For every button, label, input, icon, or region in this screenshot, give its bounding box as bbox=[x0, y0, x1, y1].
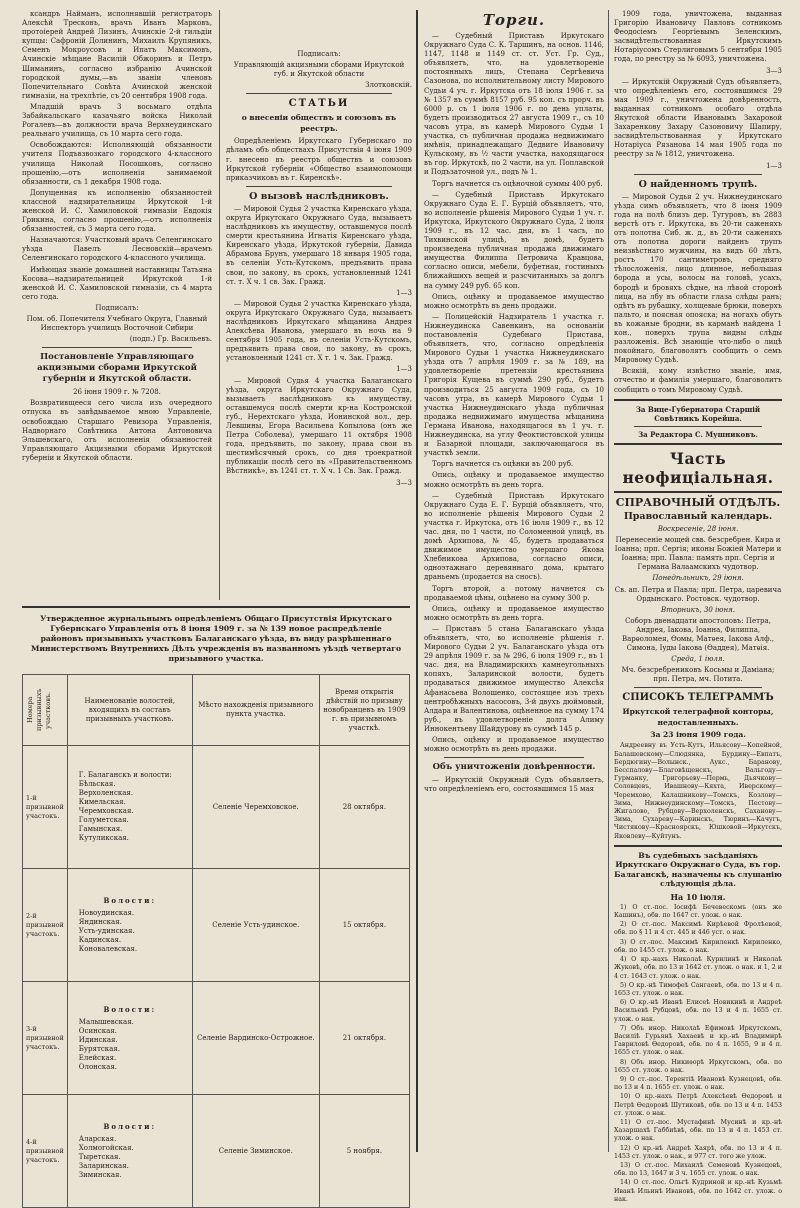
signature-label: Подписалъ: bbox=[95, 303, 139, 312]
paragraph: Торгъ второй, а потому начнется съ продаваемой цѣны, оцѣнено на сумму 300 р. bbox=[424, 584, 604, 602]
signature-title: Управляющій акцизными сборами Иркутской губ. и Якутской области bbox=[233, 61, 405, 79]
divider bbox=[246, 93, 392, 94]
volost-name: Коновалевская. bbox=[78, 945, 138, 953]
table-row bbox=[23, 869, 410, 982]
paragraph: — Судебный Приставъ Иркутскаго Окружнаго Суда С. К. Таршинъ, на основ. 1146, 1147, 1148 и 1149 ст. ст. Уст. Гр. Суд., объявляетъ, что, на удовлетвореніе постоянныхъ лицъ, Степана Сергѣевича Сазонова, по исполнительному листу Мирового Судьи 4 уч. г. Иркутска отъ 18 іюля 1906 г. за № 1357 въ суммѣ 8157 руб. 95 коп. съ прорч. въ 6000 р. съ 1 іюля 1906 г. по день уплаты, будетъ производиться 27 августа 1909 г., съ 10 часовъ утра, въ камерѣ Мирового Судьи 1 участка, съ публичная продажа недвижимаго имѣнія, принадлежащаго Дедвиге Ивановичу Кульскому, въ ½ части участка, находящагося въ гор. Иркутскѣ, по 2 части, на ул. Поплавской и Подъзаточной ул., подъ № 1. bbox=[424, 32, 604, 177]
table-row bbox=[23, 1095, 410, 1208]
divider bbox=[634, 687, 762, 688]
section-heading: О вызовѣ наслѣдниковъ. bbox=[249, 190, 389, 202]
volost-group-label: Волости: bbox=[103, 896, 157, 905]
cell-time: 15 октября. bbox=[319, 869, 409, 982]
table-row bbox=[23, 746, 410, 869]
court-case: 13) О ст.-пос. Михаилѣ Семеновѣ Кузнецовѣ, обв. по 13, 1647 и 3 ч. 1655 ст. улож. о нак. bbox=[614, 1161, 782, 1178]
calendar-entry: Соборъ двенадцати апостоловъ: Петра, Андрея, Іакова, Іоанна, Филиппа, Варѳоломея, Ѳомы, Матѳея, Іакова Алф., Симона, Іуды Іакова (Ѳаддея), Матѳія. bbox=[621, 616, 775, 653]
court-case: 6) О кр.-нѣ Иванѣ Елисеѣ Новикинѣ и Андреѣ Васильевѣ Рубцовѣ, обв. по 13 и 4 п. 1655 ст. улож. о нак. bbox=[614, 999, 782, 1023]
cell-place: Селеніе Усть-удинское. bbox=[192, 869, 319, 982]
volost-name: Малышевская. bbox=[78, 1017, 134, 1026]
cell-volosts bbox=[67, 869, 192, 982]
paragraph: Опись, оцѣнку и продаваемое имущество можно осмотрѣть въ день торга. bbox=[424, 604, 604, 622]
paragraph: Младшій врачъ 3 восьмаго отдѣла Забайкальскаго казачьяго войска Николай Рогалевъ—въ должности врача Верхнеудинскаго реальнаго училища, съ 10 марта сего года. bbox=[22, 102, 212, 139]
paragraph: Опись, оцѣнку и продаваемое имущество можно осмотрѣть въ день торга. bbox=[424, 471, 604, 489]
column-4 bbox=[614, 10, 782, 1205]
paragraph: Торгъ начнется съ оцѣнки въ 200 руб. bbox=[432, 460, 574, 469]
court-case: 9) О ст.-пос. Терентіѣ Ивановѣ Кузнецовѣ, обв. по 13 и 4 п. 1655 ст. улож. о нак. bbox=[614, 1075, 782, 1092]
divider bbox=[614, 399, 782, 401]
paragraph: — Иркутскій Окружный Судъ объявляетъ, что опредѣленіемъ его, состоявшимся 15 мая bbox=[424, 776, 604, 794]
signature-name: Злотковскій. bbox=[365, 81, 412, 90]
volost-name: Аларская. bbox=[78, 1135, 117, 1143]
header-vol: Наименованіе волостей, входящихъ въ составъ призывныхъ участковъ. bbox=[67, 675, 192, 746]
court-case: 8) Объ инор. Никиѳорѣ Иркутскомъ, обв. по 1655 ст. улож. о нак. bbox=[614, 1058, 782, 1074]
table-header bbox=[23, 675, 68, 746]
column-divider bbox=[608, 10, 609, 1152]
paragraph: — Иркутскій Окружный Судъ объявляетъ, что опредѣленіемъ его, состоявшимся 29 мая 1909 г., уничтожена довѣренность, выданная сотникомъ особаго отдѣла Якутской области Ивановымъ Захаровой Захаренкову Захару Сазоновичу Шапиру, засвидѣтельствованная у Иркутскаго Нотаріуса Рязанова 14 мая 1905 года по реестру за № 1812, уничтожена. bbox=[614, 77, 782, 159]
paragraph: ксандръ Найманъ, исполнявшій регистраторъ Алексѣй Тресковъ, врачъ Иванъ Марковъ, протоіерей Андрей Лизинъ, Ачинскіе 2-й гильдіи купцы: Сафроній Долининъ, Михаилъ Крупяникъ, Семенъ Мокроусовъ и Ипатъ Максимовъ, Ачинскіе мѣщане Василій Обжоринъ и Петръ Шиманинъ, согласно избранію Ачинской городской думы,—въ званіи членовъ Попечительнаго Совѣта Ачинской женской гимназіи, на трехлѣтіе, съ 20 сентября 1908 года. bbox=[22, 10, 212, 100]
volost-name: Черемховская. bbox=[78, 807, 134, 815]
calendar-day: Среда, 1 іюля. bbox=[671, 655, 725, 664]
volost-name: Заларинская. bbox=[78, 1162, 129, 1170]
calendar-day: Воскресеніе, 28 іюня. bbox=[657, 524, 739, 533]
section-heading: Торги. bbox=[482, 11, 546, 29]
calendar-entry: Св. ап. Петра и Павла; прп. Петра, царевича Ордынскаго. Ростовск. чудотвор. bbox=[614, 585, 782, 603]
court-case: 2) О ст.-пос. Максимѣ Кирѣевой Фролѣевой, обв. по § 11 и 4 ст. 445 и 446 уст. о нак. bbox=[614, 921, 782, 937]
volost-name: Новоудинская. bbox=[78, 909, 135, 917]
volost-name: Кутуликская. bbox=[78, 834, 129, 842]
paragraph: Допущенная къ исполненію обязанностей классной надзирательницы Иркутской 1-й женской И. С. Хамиловской гимназіи Евдокія Грикина, согласно прошенію,—отъ исполненія обязанностей, съ 3 марта сего года. bbox=[22, 188, 212, 234]
divider bbox=[634, 426, 762, 427]
court-case: 7) Объ инор. Николаѣ Ефимовѣ Иркутскомъ, Василіѣ Гурьянѣ Хахаевѣ и кр.-нѣ Владимирѣ Гавриловѣ Ѳедоровѣ, обв. по 4 п. 1655, 9 и 4 п. 1655 ст. улож. о нак. bbox=[614, 1024, 782, 1057]
paragraph: Возвративщееся сего числа изъ очередного отпуска въ завѣдываемое мною Управленіе, освобождаю Старшаго Ревизора Управленія, Надворнаго Совѣтника Антона Антоновича Эльшевскаго, отъ исполненія обязанностей Управляющаго Акцизными сборами Иркутской губерніи и Якутской области. bbox=[22, 399, 212, 462]
column-divider bbox=[416, 10, 418, 1152]
paragraph: Торгъ начнется съ оцѣночной суммы 400 руб. bbox=[432, 179, 603, 188]
column-divider bbox=[219, 10, 220, 600]
table-title: Утвержденное журнальнымъ опредѣленіемъ Общаго Присутствія Иркутскаго Губернскаго Управленія отъ 8 іюня 1909 г. за № 139 новое распредѣленіе районовъ призывныхъ участковъ Балаганскаго уѣзда, въ виду разрѣшеннаго Министерствомъ Внутреннихъ Дѣлъ учрежденія въ названномъ уѣздѣ четвертаго призывного участка. bbox=[30, 614, 402, 663]
cell-volosts bbox=[67, 1095, 192, 1208]
calendar-entry: Перенесеніе мощей свв. безсребрен. Кира и Іоанна; прп. Сергія; иконы Божіей Матери и Іоанна; прп. Павла: память прп. Сергія и Германа Валаамскихъ чудотвор. bbox=[614, 536, 782, 572]
court-case: 1) О ст.-пос. Іосифѣ Бечевескомъ (онъ же Кашинъ), обв. по 1647 ст. улож. о нак. bbox=[614, 903, 782, 920]
paragraph: — Мировой Судья 2 участка Киренскаго уѣзда, округа Иркутскаго Окружнаго Суда, вызываетъ наслѣдниковъ Иркутскаго мѣщанина Андрея Алексѣева Иванова, умершаго въ ночь на 9 сентября 1905 года, въ селеніи Усть-Кутскомъ, предъявить права свои, по закону, въ срокъ, установленный 1241 ст. X т. 1 ч. Зак. Гражд. bbox=[226, 299, 412, 363]
volost-name: Гамынская. bbox=[78, 825, 123, 833]
section-subheading: Иркутской телеграфной конторы, недоставленныхъ. bbox=[622, 707, 774, 728]
paragraph: — Приставъ 5 стана Балаганскаго уѣзда объявляетъ, что, во исполненіе рѣшенія г. Мирового Судьи 2 уч. Балаганскаго уѣзда отъ 29 апрѣля 1909 г. за № 296, 6 іюля 1909 г., въ 1 час. дня, на Владимирскихъ камнеугольныхъ копяхъ, Заларинской волости, будетъ продаваться движимое имущество Алексѣя Афанасьева Волошенко, состоящее изъ трехъ центробѣжныхъ насосовъ, 3-й двухъ дюймовый, Алдара и Валентинова, оцѣненное на сумму 174 руб., въ удовлетвореніе долга Алиму Иннокентьеву Шайдурову въ суммѣ 145 р. bbox=[424, 624, 604, 733]
section-heading: Въ судебныхъ засѣданіяхъ Иркутскаго Окружнаго Суда, въ гор. Балаганскѣ, назначены къ слушанію слѣдующія дѣла. bbox=[614, 850, 782, 889]
paragraph: Опись, оцѣнку и продаваемое имущество можно осмотрѣть въ день продажи. bbox=[424, 736, 604, 754]
paragraph: Назначаются: Участковый врачъ Селенгинскаго уѣзда Павелъ Лесновскій—врачемъ Селенгинскаго городского 4-классного училища. bbox=[22, 236, 212, 263]
volost-name: Кимельская. bbox=[78, 798, 126, 806]
section-heading: СПИСОКЪ ТЕЛЕГРАММЪ bbox=[622, 692, 774, 704]
court-case: 5) О кр.-нѣ Тимофеѣ Сангаевѣ, обв. по 13 и 4 п. 1653 ст. улож. о нак. bbox=[614, 981, 782, 997]
district-table-block bbox=[22, 606, 410, 1208]
divider bbox=[246, 186, 392, 187]
paragraph: — Мировой Судья 2 участка Киренскаго уѣзда, округа Иркутскаго Окружнаго Суда, вызываетъ наслѣдниковъ къ имуществу, оставшемуся послѣ смерти крестьянина Игнатія Киренскаго уѣзда, Киренскаго уѣзда, Иркутской губерніи, Давида Абрамова Брунъ, умершаго 18 января 1905 года, въ селеніи Усть-Кутскомъ, предъявить права свои, по закону, въ срокъ, установленный 1241 ст. т. X ч. 1 св. Зак. Гражд. bbox=[226, 204, 412, 286]
divider bbox=[42, 347, 192, 348]
section-subheading: На 10 іюля. bbox=[670, 891, 726, 902]
section-date: 26 іюня 1909 г. № 7208. bbox=[73, 388, 161, 397]
section-heading: СПРАВОЧНЫЙ ОТДѢЛЪ. bbox=[615, 495, 781, 509]
court-case: 14) О ст.-пос. Ольгѣ Кудриной и кр.-нѣ Кузьмѣ Иванѣ Ильинѣ Ивановѣ, обв. по 1642 ст. улож. о нак. bbox=[614, 1179, 782, 1203]
signature-editor: За Редактора С. Мушниковъ. bbox=[638, 429, 758, 439]
volost-name: Холмогойская. bbox=[78, 1144, 134, 1152]
court-case: 11) О ст.-пос. Мустафинѣ Мусинѣ и кр.-нѣ Хазаршахѣ Габбиѣвѣ, обв. по 13 и 4 п. 1453 ст. улож. о нак. bbox=[614, 1118, 782, 1143]
issue-number: 1—3 bbox=[396, 365, 412, 374]
paragraph: — Полицейскій Надзиратель 1 участка г. Нижнеудинска Савенкинъ, на основаніи постановленія Судебнаго Пристава, объявляетъ, что, согласно опредѣленія Мирового Судьи 1 участка Нижнеудинскаго уѣзда отъ 7 апрѣля 1909 г. за № 189, на удовлетвореніе претензіи крестьянина Григорія Кущева въ суммѣ 290 руб., будетъ производиться 25 августа 1909 года, съ 10 часовъ утра, въ камерѣ Мирового Судьи 1 участка Нижнеудинскаго уѣзда публичная продажа недвижимаго имущества мѣщанина Германа Иванова, находящагося въ 1 уч. г. Нижнеудинска, на углу Феоктистовской улицы и Базарной площади, заключающагося въ участкѣ земли. bbox=[424, 312, 604, 458]
divider bbox=[634, 174, 762, 175]
paragraph: — Мировой Судья 2 уч. Нижнеудинскаго уѣзда симъ объявляетъ, что 8 іюня 1909 года на полѣ близъ дер. Тугуровъ, въ 2883 верстѣ отъ г. Иркутска, въ 20-ти саженяхъ отъ полотна Сиб. ж. д., въ 20-ти саженяхъ отъ полотна дороги найденъ трупъ неизвѣстнаго мужчины, на видъ 60 лѣтъ, ростъ 170 сантиметровъ, средняго тѣлосложенія, лицо длинное, небольшая борода и усы, волосы на головѣ, усахъ, бородѣ и бровяхъ сѣдые, на лѣвой сторонѣ лица, на лбу въ области глаза слѣды ранъ; одѣтъ въ рубашку, холщевые брюки, поверхъ пальто, и поясная опояска; на ногахъ обутъ въ кожаные бродни, въ карманѣ найдена 1 кон., поверхъ трупа видны слѣды разложенія. Всѣ знающіе что-либо о лицѣ покойнаго, благоволятъ сообщить о семъ Мировому Судьѣ. bbox=[614, 192, 782, 365]
paragraph: — Мировой Судья 4 участка Балаганскаго уѣзда, округа Иркутскаго Окружнаго Суда, вызываетъ наслѣдниковъ къ имуществу, оставшемуся послѣ смерти кр-на Костромской губ., Нерехтскаго уѣзда, Ионинской вол., дер. Левшины, Егора Васильева Копылова (онъ же Петра Соболева), умершаго 11 октября 1908 года, предъявить, по закону, права свои въ шестимѣсячный срокъ, со дня троекратной публикаціи послѣ сего въ «Правительственномъ Вѣстникѣ», въ 1241 ст. т. X ч. 1 Св. Зак. Гражд. bbox=[226, 376, 412, 476]
volost-name: Голуметская. bbox=[78, 816, 129, 824]
telegram-list: Андреевну въ Усть-Кутъ, Ильясову—Копейной, Балашевскому—Слюдянка, Бурдину—Евпатъ, Бердюгину—Волынск., Аукс., Баранову, Бесспалову—Благовѣщенскъ, Вальгоду—Гурманку, Григорьеву—Пермь, Дьячкову—Соловцевъ, Ивашнову—Кяхта, Иверскому—Черемхово, Калашникову—Томскъ, Козлову—Зима, Нижнеудинскому—Томскъ, Пестову—Жигалово, Рубцову—Верхоленскъ, Саханову—Зима, Сухареву—Каринскъ, Тюринъ—Качугъ, Чистякову—Красноярскъ, Юшковой—Иркутскъ, Яковлеву—Куйтунъ. bbox=[614, 742, 782, 840]
cell-num: 1-й призывной участокъ. bbox=[23, 746, 68, 869]
volost-name: Усть-удинская. bbox=[78, 927, 135, 935]
volost-name: Идинская. bbox=[78, 1035, 118, 1044]
section-heading: Часть неофиціальная. bbox=[622, 448, 774, 487]
divider bbox=[614, 845, 782, 847]
issue-number: 1—3 bbox=[766, 161, 782, 170]
cell-time: 21 октября. bbox=[319, 982, 409, 1095]
volost-name: Кадинская. bbox=[78, 936, 122, 944]
section-subheading: Православный календарь. bbox=[623, 510, 773, 522]
paragraph: Имѣющая званіе домашней наставницы Татьяна Косова—надзирательницей Иркутской 1-й женской И. С. Хамиловской гимназіи, съ 4 марта сего года. bbox=[22, 265, 212, 301]
volost-name: Осинская. bbox=[78, 1026, 117, 1035]
calendar-entry: Мч. безсребрениковъ Косьмы и Даміана; прп. Петра, мч. Потита. bbox=[621, 666, 775, 684]
table-row bbox=[23, 982, 410, 1095]
header-time: Время открытія дѣйствій по призыву новобранцевъ въ 1909 г. въ призывномъ участкѣ. bbox=[319, 675, 409, 746]
cell-volosts bbox=[67, 982, 192, 1095]
paragraph: Опись, оцѣнку и продаваемое имущество можно осмотрѣть въ день продажи. bbox=[424, 292, 604, 310]
issue-number: 1—3 bbox=[396, 288, 412, 297]
calendar-day: Вторникъ, 30 іюня. bbox=[661, 605, 735, 614]
volost-name: Верхоленская. bbox=[78, 789, 134, 797]
divider bbox=[444, 757, 584, 758]
section-heading: О найденномъ трупѣ. bbox=[638, 178, 758, 190]
court-case: 10) О кр.-нахъ Петрѣ Алексѣевѣ Ѳедоровѣ и Петрѣ Ѳедоровѣ Шутиковѣ, обв. по 13 и 4 п. 1453 ст. улож. о нак. bbox=[614, 1093, 782, 1117]
signature-title: Пом. об. Попечителя Учебнаго Округа, Главный Инспекторъ училищъ Восточной Сибири bbox=[26, 315, 208, 333]
divider bbox=[22, 606, 410, 608]
paragraph: Всякій, кому извѣстно званіе, имя, отчество и фамилія умершаго, благоволитъ сообщить о томъ Мировому Судьѣ. bbox=[614, 367, 782, 394]
header-num: Номера призывныхъ участковъ. bbox=[26, 688, 52, 732]
paragraph: 1909 года, уничтожена, выданная Григорію Ивановичу Павловъ сотникомъ Феодосіемъ Георгіевымъ Зеленскимъ, засвидѣтельствованная Иркутскимъ Нотаріусомъ Стерлиговымъ 5 сентября 1905 года, по реестру за № 6093, уничтожена. bbox=[614, 10, 782, 64]
section-subheading: о внесеніи обществъ и союзовъ въ реестръ. bbox=[241, 113, 397, 134]
cell-time: 28 октября. bbox=[319, 746, 409, 869]
court-case: 3) О ст.-пос. Максимѣ Кириленкѣ Кириленко, обв. по 1455 ст. улож. о нак. bbox=[614, 938, 782, 954]
cell-num: 2-й призывной участокъ. bbox=[23, 869, 68, 982]
cell-num: 3-й призывной участокъ. bbox=[23, 982, 68, 1095]
district-table bbox=[22, 674, 410, 1208]
signature-governor: За Вице-Губернатора Старшій Совѣтникъ Корейша. bbox=[635, 404, 761, 423]
header-place: Мѣсто нахожденія призывного пункта участка. bbox=[192, 675, 319, 746]
volost-name: Бѣльская. bbox=[78, 780, 116, 788]
paragraph: Освобождаются: Исполняющій обязанности учителя Подъвзвозкаго городского 4-классного училища Николай Посошковъ, согласно прошенію,—отъ исполненія занимаемой обязанности, съ 1 декабря 1908 года. bbox=[22, 141, 212, 186]
issue-number: 3—3 bbox=[396, 478, 412, 487]
paragraph: — Судебный Приставъ Иркутскаго Окружнаго Суда Е. Г. Бурцій объявляетъ, что, во исполненіе рѣшенія Мирового Судьи 1 уч. г. Иркутска, Иркутского Окружнаго Суда, 2 іюля 1909 г., въ 12 час. дня, въ 1 часъ, по Тихвинской улицѣ, въ домѣ, будетъ произведена публичная продажа движимаго имущества Филиппа Петровича Кравцова, согласно описи, мебели, буфетная, гостиныхъ ближайшихъ вещей и разсчитанныхъ за долгъ на сумму 249 руб. 65 коп. bbox=[424, 190, 604, 290]
volost-name: Олонская. bbox=[78, 1062, 117, 1071]
volost-group-label: Волости: bbox=[103, 1122, 157, 1131]
court-case-list bbox=[614, 904, 782, 1204]
volost-name: Тыретская. bbox=[78, 1153, 121, 1161]
section-subheading: За 23 іюня 1909 года. bbox=[650, 730, 746, 740]
court-case: 4) О кр.-нахъ Николаѣ Курилинѣ и Николаѣ Жуковѣ, обв. по 13 и 1642 ст. улож. о нак. и 1, 2 и 4 ст. 1643 ст. улож. о нак. bbox=[614, 956, 782, 980]
cell-num: 4-й призывной участокъ. bbox=[23, 1095, 68, 1208]
volost-name: Яндинская. bbox=[78, 918, 122, 926]
newspaper-page bbox=[22, 10, 782, 1203]
section-heading: СТАТЬИ bbox=[288, 98, 350, 110]
section-heading: Постановленіе Управляющаго акцизными сборами Иркутской губерніи и Якутской области. bbox=[37, 352, 197, 385]
volost-group-label: Волости: bbox=[103, 1004, 157, 1014]
calendar-day: Понедѣльникъ, 29 іюня. bbox=[652, 574, 744, 583]
column-2 bbox=[226, 10, 412, 490]
volost-name: Бурятская. bbox=[78, 1044, 120, 1053]
volost-name: Г. Балаганскъ и волости: bbox=[78, 771, 172, 779]
paragraph: — Судебный Приставъ Иркутскаго Окружнаго Суда Е. Г. Бурцій объявляетъ, что, во исполненіе рѣшенія Мирового Судьи 2 участка г. Иркутска, отъ 16 іюля 1909 г., въ 12 час. дня, по 1 части, по Соломенной улицѣ, въ домѣ Архипова, № 45, будетъ продаваться движимое имущество умершаго Якова Хлебникова Архипова, согласно описи, одноэтажнаго деревяннаго дома, крытаго драньемъ (продается на сносъ). bbox=[424, 491, 604, 582]
divider bbox=[614, 443, 782, 445]
paragraph: Опредѣленіемъ Иркутскаго Губернскаго по дѣламъ объ обществахъ Присутствія 4 іюня 1909 г. внесено въ реестръ обществъ и союзовъ Иркутской губерніи «Общество взаимопомощи приказчиковъ въ г. Киренскѣ». bbox=[226, 137, 412, 182]
cell-time: 5 ноября. bbox=[319, 1095, 409, 1208]
issue-number: 3—3 bbox=[766, 66, 782, 75]
cell-place: Селеніе Вардинско-Острожное. bbox=[192, 982, 319, 1095]
cell-volosts bbox=[67, 746, 192, 869]
court-case: 12) О кр.-нѣ Андреѣ Хаярѣ, обв. по 13 и 4 п. 1453 ст. улож. о нак., и 977 ст. того же улож. bbox=[614, 1144, 782, 1160]
signature-label: Подписалъ: bbox=[297, 50, 341, 58]
section-heading: Объ уничтоженіи довѣренности. bbox=[432, 762, 596, 773]
cell-place: Селеніе Черемховское. bbox=[192, 746, 319, 869]
signature-name: (подп.) Гр. Васильевъ. bbox=[129, 335, 212, 344]
volost-name: Зиминская. bbox=[78, 1171, 122, 1179]
cell-place: Селеніе Зиминское. bbox=[192, 1095, 319, 1208]
divider bbox=[614, 491, 782, 493]
column-1 bbox=[22, 10, 212, 465]
column-3 bbox=[424, 10, 604, 796]
volost-name: Елейская. bbox=[78, 1053, 117, 1062]
